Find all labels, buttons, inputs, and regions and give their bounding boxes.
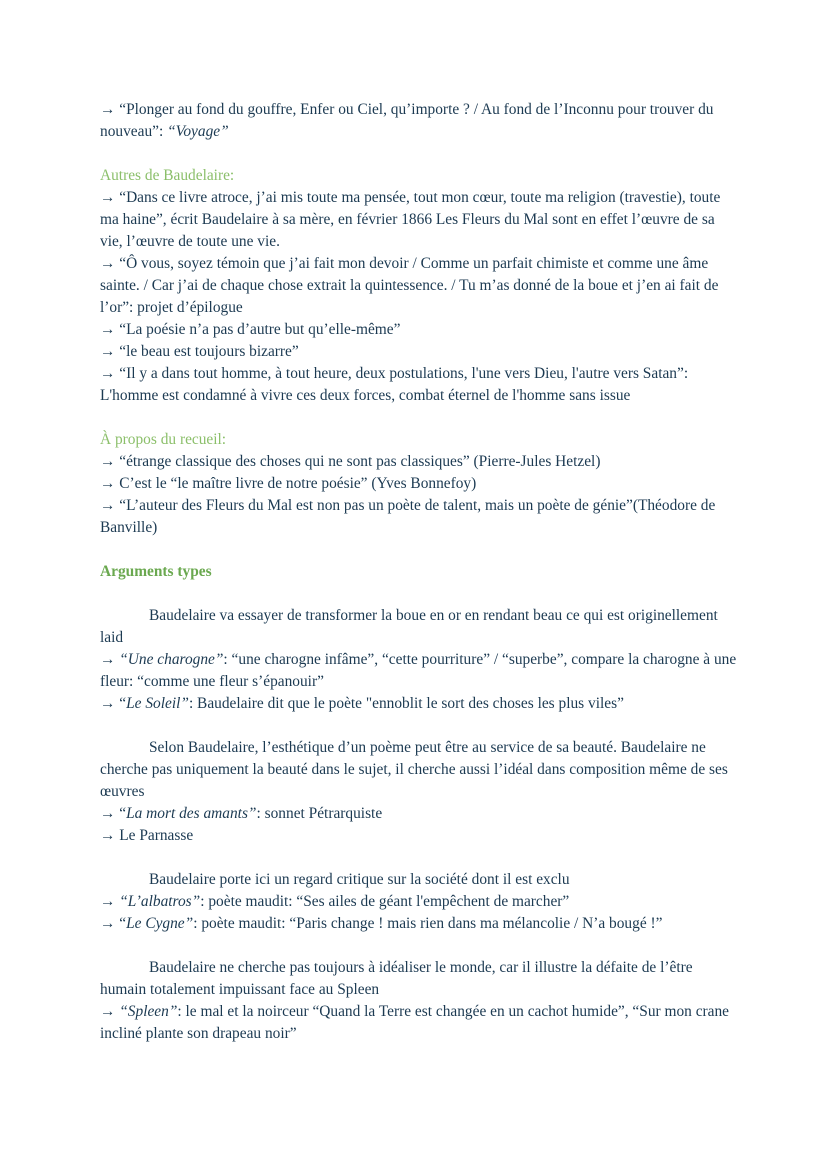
argument-2-line-1: → “La mort des amants”: sonnet Pétrarquiste bbox=[100, 805, 383, 822]
argument-2-line-2: → Le Parnasse bbox=[100, 827, 194, 844]
autres-quote-5: → “Il y a dans tout homme, à tout heure, deux postulations, l'une vers Dieu, l'autre vers Satan”: L'homme est condamné à vivre ces deux forces, combat éternel de l'homme sans issue bbox=[100, 365, 689, 404]
argument-1-line-1: → “Une charogne”: “une charogne infâme”, “cette pourriture” / “superbe”, compare la charogne à une fleur: “comme une fleur s’épanouir” bbox=[100, 651, 737, 690]
autres-quote-3: → “La poésie n’a pas d’autre but qu’elle-même” bbox=[100, 321, 401, 338]
recueil-quote-3: → “L’auteur des Fleurs du Mal est non pas un poète de talent, mais un poète de génie”(Théodore de Banville) bbox=[100, 497, 716, 536]
argument-1-line-2: → “Le Soleil”: Baudelaire dit que le poète "ennoblit le sort des choses les plus viles” bbox=[100, 695, 624, 712]
arguments-heading: Arguments types bbox=[100, 563, 212, 580]
argument-3-intro: Baudelaire porte ici un regard critique sur la société dont il est exclu bbox=[149, 871, 570, 888]
recueil-heading: À propos du recueil: bbox=[100, 431, 227, 448]
argument-3-line-2: → “Le Cygne”: poète maudit: “Paris change ! mais rien dans ma mélancolie / N’a bougé !” bbox=[100, 915, 663, 932]
argument-4-line-1: → “Spleen”: le mal et la noirceur “Quand la Terre est changée en un cachot humide”, “Sur mon crane incliné plante son drapeau noir” bbox=[100, 1003, 730, 1042]
voyage-title: “Voyage” bbox=[167, 123, 229, 140]
recueil-quote-2: → C’est le “le maître livre de notre poésie” (Yves Bonnefoy) bbox=[100, 475, 477, 492]
autres-quote-1: → “Dans ce livre atroce, j’ai mis toute ma pensée, tout mon cœur, toute ma religion (travestie), toute ma haine”, écrit Baudelaire à sa mère, en février 1866 Les Fleurs du Mal sont en effet l’œuvre de sa vie, l’œuvre de toute une vie. bbox=[100, 189, 721, 250]
argument-4-intro: Baudelaire ne cherche pas toujours à idéaliser le monde, car il illustre la défaite de l’être humain totalement impuissant face au Spleen bbox=[100, 959, 693, 998]
argument-3-line-1: → “L’albatros”: poète maudit: “Ses ailes de géant l'empêchent de marcher” bbox=[100, 893, 570, 910]
document-page bbox=[100, 99, 740, 1045]
voyage-quote: → “Plonger au fond du gouffre, Enfer ou Ciel, qu’importe ? / Au fond de l’Inconnu pour trouver du nouveau”: “Voyage” bbox=[100, 101, 714, 140]
argument-1-intro: Baudelaire va essayer de transformer la boue en or en rendant beau ce qui est originellement laid bbox=[100, 607, 718, 646]
recueil-quote-1: → “étrange classique des choses qui ne sont pas classiques” (Pierre-Jules Hetzel) bbox=[100, 453, 601, 470]
autres-quote-2: → “Ô vous, soyez témoin que j’ai fait mon devoir / Comme un parfait chimiste et comme une âme sainte. / Car j’ai de chaque chose extrait la quintessence. / Tu m’as donné de la boue et j’en ai fait de l’or”: projet d’épilogue bbox=[100, 255, 719, 316]
autres-heading: Autres de Baudelaire: bbox=[100, 167, 235, 184]
argument-2-intro: Selon Baudelaire, l’esthétique d’un poème peut être au service de sa beauté. Baudelaire ne cherche pas uniquement la beauté dans le sujet, il cherche aussi l’idéal dans composition même de ses œuvres bbox=[100, 739, 728, 800]
autres-quote-4: → “le beau est toujours bizarre” bbox=[100, 343, 299, 360]
